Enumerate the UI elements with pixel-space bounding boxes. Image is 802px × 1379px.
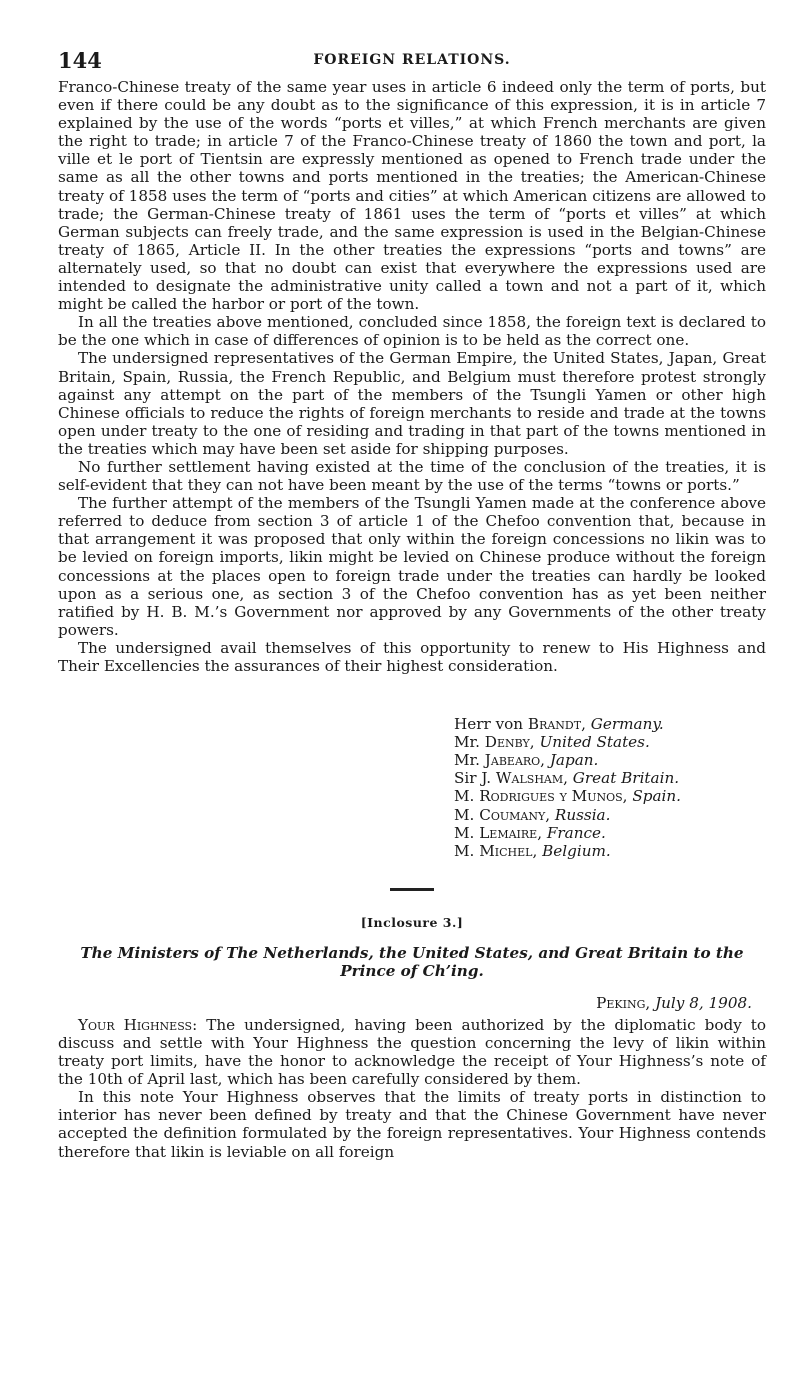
signature-name: Denby,: [484, 733, 535, 752]
dateline: [58, 994, 766, 1012]
signature-name: Brandt,: [527, 715, 586, 734]
signature-name: Rodrigues y Munos,: [479, 787, 628, 806]
signature-line: [454, 751, 766, 769]
document-page: [58, 48, 766, 1161]
dateline-place: Peking,: [596, 993, 651, 1012]
paragraph: The further attempt of the members of the Tsungli Yamen made at the conference above referred to deduce from section 3 of article 1 of the Chefoo convention that, because in that arrangement it was proposed that only within the foreign concessions no likin was to be levied on foreign imports, likin might be levied on Chinese produce without the foreign concessions at the places open to foreign trade under the treaties can hardly be looked upon as a serious one, as section 3 of the Chefoo convention has as yet been neither ratified by H. B. M.’s Government nor approved by any Governments of the other treaty powers.: [58, 494, 766, 639]
signature-title: M.: [454, 841, 475, 860]
letter-body-2: [58, 1016, 766, 1161]
paragraph-text: The undersigned, having been authorized by the diplomatic body to discuss and settle with Your Highness the question concerning the levy of likin within treaty port limits, have the honor to acknowledge the receipt of Your Highness’s note of the 10th of April last, which has been carefully considered by them.: [58, 1015, 767, 1089]
signature-title: Herr von: [454, 715, 524, 734]
signature-line: [454, 806, 766, 824]
signature-country: Japan.: [549, 751, 599, 770]
page-header: [58, 48, 766, 78]
paragraph: [58, 1016, 766, 1088]
signature-name: Coumany,: [479, 805, 551, 824]
paragraph: No further settlement having existed at the time of the conclusion of the treaties, it is self-evident that they can not have been meant by the use of the terms “towns or ports.”: [58, 457, 766, 495]
signature-title: M.: [454, 787, 475, 806]
running-title: FOREIGN RELATIONS.: [313, 52, 511, 68]
signature-country: France.: [546, 823, 606, 842]
signature-country: United States.: [539, 733, 650, 752]
signature-country: Great Britain.: [572, 769, 680, 788]
signature-country: Germany.: [590, 715, 664, 734]
signature-name: Lemaire,: [479, 823, 543, 842]
section-divider: [390, 888, 434, 891]
signature-name: Walsham,: [495, 769, 568, 788]
signature-line: [454, 715, 766, 733]
inclosure-label: [Inclosure 3.]: [360, 914, 464, 930]
signature-country: Belgium.: [542, 841, 611, 860]
signature-country: Russia.: [554, 805, 611, 824]
signature-line: [454, 824, 766, 842]
signature-title: Sir J.: [454, 769, 492, 788]
paragraph: In all the treaties above mentioned, concluded since 1858, the foreign text is declared to be the one which in case of differences of opinion is to be held as the correct one.: [58, 313, 766, 350]
signature-line: [454, 769, 766, 787]
dateline-date: July 8, 1908.: [655, 993, 752, 1012]
document-title: The Ministers of The Netherlands, the United States, and Great Britain to the Prince of Ch’ing.: [80, 943, 744, 980]
letter-body: [58, 78, 766, 675]
signature-title: M.: [454, 805, 475, 824]
signature-country: Spain.: [632, 787, 681, 806]
signature-line: [454, 842, 766, 860]
signature-name: Jabearo,: [484, 751, 546, 770]
signature-line: [454, 733, 766, 751]
paragraph: Franco-Chinese treaty of the same year uses in article 6 indeed only the term of ports, but even if there could be any doubt as to the significance of this expression, it is in article 7 explained by the use of the words “ports et villes,” at which French merchants are given the right to trade; in article 7 of the Franco-Chinese treaty of 1860 the town and port, la ville et le port of Tientsin are expressly mentioned as opened to French trade under the same as all the other towns and ports mentioned in the treaties; the American-Chinese treaty of 1858 uses the term of “ports and cities” at which American citizens are allowed to trade; the German-Chinese treaty of 1861 uses the term of “ports et villes” at which German subjects can freely trade, and the same expression is used in the Belgian-Chinese treaty of 1865, Article II. In the other treaties the expressions “ports and towns” are alternately used, so that no doubt can exist that everywhere the expressions used are intended to designate the administrative unity called a town and not a part of it, which might be called the harbor or port of the town.: [58, 78, 766, 314]
signature-title: Mr.: [454, 751, 480, 770]
signature-title: Mr.: [454, 733, 480, 752]
page-number: 144: [58, 48, 102, 73]
signature-block: [454, 715, 766, 860]
paragraph: The undersigned representatives of the German Empire, the United States, Japan, Great Britain, Spain, Russia, the French Republic, and Belgium must therefore protest strongly against any attempt on the part of the members of the Tsungli Yamen or other high Chinese officials to reduce the rights of foreign merchants to reside and trade at the towns open under treaty to the one of residing and trading in that part of the towns mentioned in the treaties which may have been set aside for shipping purposes.: [58, 349, 766, 458]
salutation: Your Highness:: [78, 1015, 198, 1034]
paragraph: The undersigned avail themselves of this opportunity to renew to His Highness and Their Excellencies the assurances of their highest consideration.: [58, 638, 766, 675]
signature-line: [454, 787, 766, 805]
paragraph: In this note Your Highness observes that the limits of treaty ports in distinction to interior has never been defined by treaty and that the Chinese Government have never accepted the definition formulated by the foreign representatives. Your Highness contends therefore that likin is leviable on all foreign: [58, 1088, 766, 1161]
signature-title: M.: [454, 823, 475, 842]
signature-name: Michel,: [479, 841, 538, 860]
